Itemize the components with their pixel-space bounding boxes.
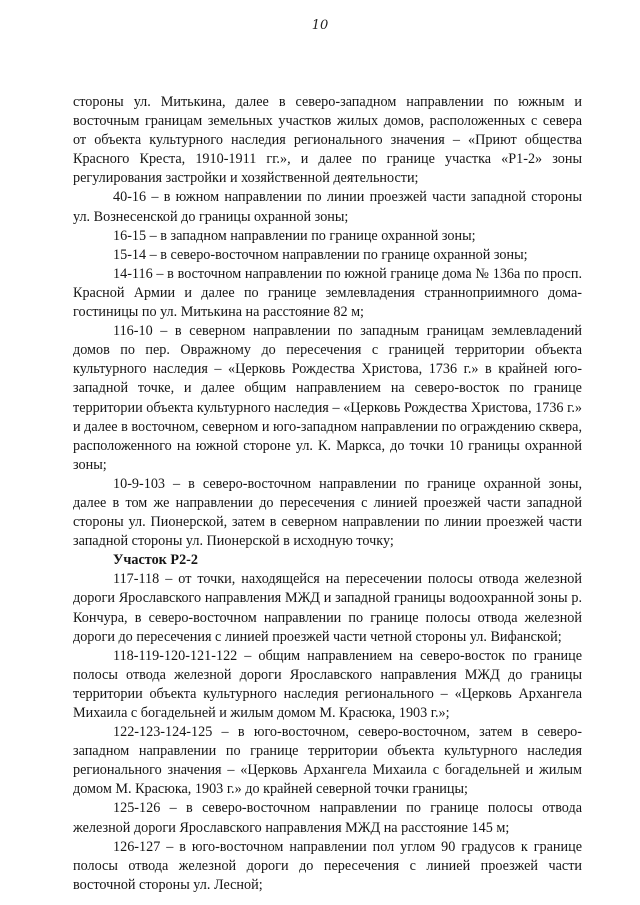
paragraph-segment-122-125: 122-123-124-125 – в юго-восточном, северо-восточном, затем в северо-западном направлении по границе территории объекта культурного наследия регионального значения – «Церковь Архангела Михаила с богадельней и жилым домом М. Красюка, 1903 г.» до крайней северной точки границы; (73, 724, 582, 798)
paragraph-segment-16-15: 16-15 – в западном направлении по границе охранной зоны; (113, 227, 476, 244)
paragraph-segment-116-10: 116-10 – в северном направлении по западным границам землевладений домов по пер. Овражному до пересечения с границей территории объекта культурного наследия – «Церковь Рождества Христова, 1736 г.» в крайней юго-западной точке, и далее общим направлением на северо-восток по границе территории объекта культурного наследия – «Церковь Рождества Христова, 1736 г.» и далее в восточном, северном и юго-западном направлении по ограждению сквера, расположенного на южной стороне ул. К. Маркса, до точки 10 границы охранной зоны; (73, 323, 582, 473)
paragraph-segment-126-127: 126-127 – в юго-восточном направлении пол углом 90 градусов к границе полосы отвода железной дороги до пересечения с линией проезжей части восточной стороны ул. Лесной; (73, 838, 582, 893)
page-number: 10 (311, 18, 329, 33)
paragraph-segment-40-16: 40-16 – в южном направлении по линии проезжей части западной стороны ул. Вознесенской до границы охранной зоны; (73, 189, 582, 225)
paragraph-segment-125-126: 125-126 – в северо-восточном направлении по границе полосы отвода железной дороги Ярославского направления МЖД на расстояние 145 м; (73, 800, 582, 836)
paragraph-continuation: стороны ул. Митькина, далее в северо-западном направлении по южным и восточным границам земельных участков жилых домов, расположенных с севера от объекта культурного наследия регионального значения – «Приют общества Красного Креста, 1910-1911 гг.», и далее по границе участка «Р1-2» зоны регулирования застройки и хозяйственной деятельности; (73, 94, 582, 187)
section-heading-plot-r2-2: Участок Р2-2 (113, 552, 198, 569)
paragraph-segment-15-14: 15-14 – в северо-восточном направлении по границе охранной зоны; (113, 246, 528, 263)
paragraph-segment-14-116: 14-116 – в восточном направлении по южной границе дома № 136а по просп. Красной Армии и далее по границе землевладения странноприимного дома-гостиницы по ул. Митькина на расстояние 82 м; (73, 265, 582, 321)
paragraph-segment-10-9-103: 10-9-103 – в северо-восточном направлении по границе охранной зоны, далее в том же направлении до пересечения с линией проезжей части западной стороны ул. Пионерской, затем в северном направлении по линии проезжей части западной стороны ул. Пионерской в исходную точку; (73, 475, 582, 550)
document-body (73, 93, 582, 895)
paragraph-segment-117-118: 117-118 – от точки, находящейся на пересечении полосы отвода железной дороги Ярославского направления МЖД и западной границы водоохранной зоны р. Кончура, в северо-восточном направлении по границе полосы отвода железной дороги до пересечения с линией проезжей части четной стороны ул. Вифанской; (73, 571, 582, 645)
paragraph-segment-118-122: 118-119-120-121-122 – общим направлением на северо-восток по границе полосы отвода железной дороги Ярославского направления МЖД до границы территории объекта культурного наследия регионального – «Церковь Архангела Михаила с богадельней и жилым домом М. Красюка, 1903 г.»; (73, 647, 582, 721)
